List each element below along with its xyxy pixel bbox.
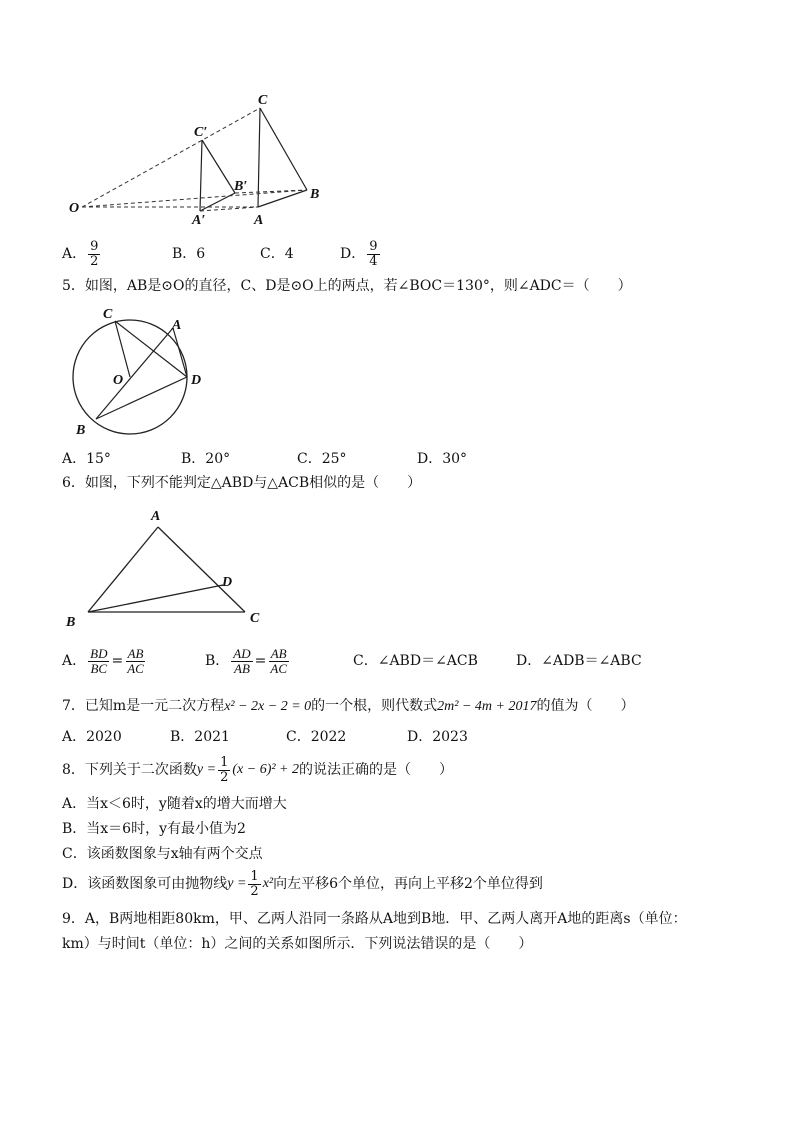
fraction: $\frac{9}{4}$	[369, 238, 378, 269]
q6-option-a: A． $\frac{BD}{BC}$ = $\frac{AB}{AC}$	[62, 645, 144, 676]
q5-figure	[60, 300, 220, 440]
q6-option-d: D．∠ADB＝∠ABC	[516, 653, 642, 669]
q9-stem-line-2: km）与时间t（单位：h）之间的关系如图所示．下列说法错误的是（ ）	[62, 936, 533, 952]
q6-stem: 6．如图，下列不能判定△ABD与△ACB相似的是（ ）	[62, 475, 422, 491]
q5-option-a: A．15°	[62, 451, 111, 467]
fraction: $\frac{9}{2}$	[90, 238, 99, 269]
q4-options	[62, 236, 382, 272]
q5-label-a: A	[172, 318, 182, 333]
q7-expression: 2m² − 4m + 2017	[437, 699, 537, 714]
q4-option-d: D． $\frac{9}{4}$	[340, 238, 378, 269]
q7-option-a: A．2020	[62, 729, 122, 745]
q7-option-d: D．2023	[407, 729, 468, 745]
q8-option-c: C．该函数图象与x轴有两个交点	[62, 846, 263, 862]
q5-stem: 5．如图，AB是⊙O的直径，C、D是⊙O上的两点，若∠BOC＝130°，则∠ADC＝（ ）	[62, 278, 632, 294]
q8-option-a: A．当x＜6时，y随着x的增大而增大	[62, 796, 287, 812]
q4-figure	[60, 90, 340, 230]
fraction: $\frac{AB}{AC}$	[127, 645, 144, 676]
q7-option-b: B．2021	[170, 729, 230, 745]
fraction: $\frac{BD}{BC}$	[90, 645, 108, 676]
q5-option-c: C．25°	[297, 451, 347, 467]
q4-label-b-prime: B′	[234, 179, 248, 194]
q6-label-a: A	[151, 509, 161, 524]
q6-label-c: C	[250, 611, 260, 626]
q6-option-b: B． $\frac{AD}{AB}$ = $\frac{AB}{AC}$	[205, 645, 287, 676]
q4-label-o: O	[69, 201, 80, 216]
q5-option-d: D．30°	[417, 451, 468, 467]
q6-label-d: D	[222, 575, 233, 590]
q7-option-c: C．2022	[286, 729, 347, 745]
q4-label-a-prime: A′	[192, 213, 206, 228]
q6-figure	[58, 500, 278, 635]
q6-options	[62, 641, 642, 681]
q8-option-d: D．该函数图象可由抛物线 y = $\frac{1}{2}$ x² 向左平移6个单位，再向上平移2个单位得到	[62, 868, 543, 899]
q4-label-b: B	[310, 187, 320, 202]
q5-options	[62, 450, 467, 468]
fraction: $\frac{1}{2}$	[220, 754, 229, 785]
q5-label-d: D	[191, 373, 202, 388]
q4-label-c-prime: C′	[194, 125, 208, 140]
fraction: $\frac{AD}{AB}$	[233, 645, 251, 676]
q5-label-o: O	[113, 373, 124, 388]
q8-stem: 8．下列关于二次函数 y = $\frac{1}{2}$ (x − 6)² + 2 的说法正确的是（ ）	[62, 754, 454, 785]
q7-equation: x² − 2x − 2 = 0	[224, 699, 312, 714]
fraction: $\frac{AB}{AC}$	[270, 645, 287, 676]
q7-options	[62, 728, 468, 746]
q6-label-b: B	[66, 615, 76, 630]
q4-option-a: A． $\frac{9}{2}$	[62, 238, 99, 269]
q4-option-b: B．6	[172, 246, 206, 262]
q8-option-b: B．当x＝6时，y有最小值为2	[62, 821, 246, 837]
q5-label-b: B	[76, 423, 86, 438]
q7-stem: 7．已知m是一元二次方程x² − 2x − 2 = 0的一个根，则代数式2m² − 4m + 2017的值为（ ）	[62, 698, 635, 714]
q5-label-c: C	[103, 307, 113, 322]
q5-option-b: B．20°	[181, 451, 231, 467]
q9-stem-line-1: 9．A，B两地相距80km，甲、乙两人沿同一条路从A地到B地．甲、乙两人离开A地的距离s（单位：	[62, 911, 687, 927]
q6-option-c: C．∠ABD＝∠ACB	[353, 653, 478, 669]
fraction: $\frac{1}{2}$	[250, 868, 259, 899]
q4-label-c: C	[258, 93, 268, 108]
q4-label-a: A	[254, 213, 264, 228]
q4-option-c: C．4	[260, 246, 294, 262]
